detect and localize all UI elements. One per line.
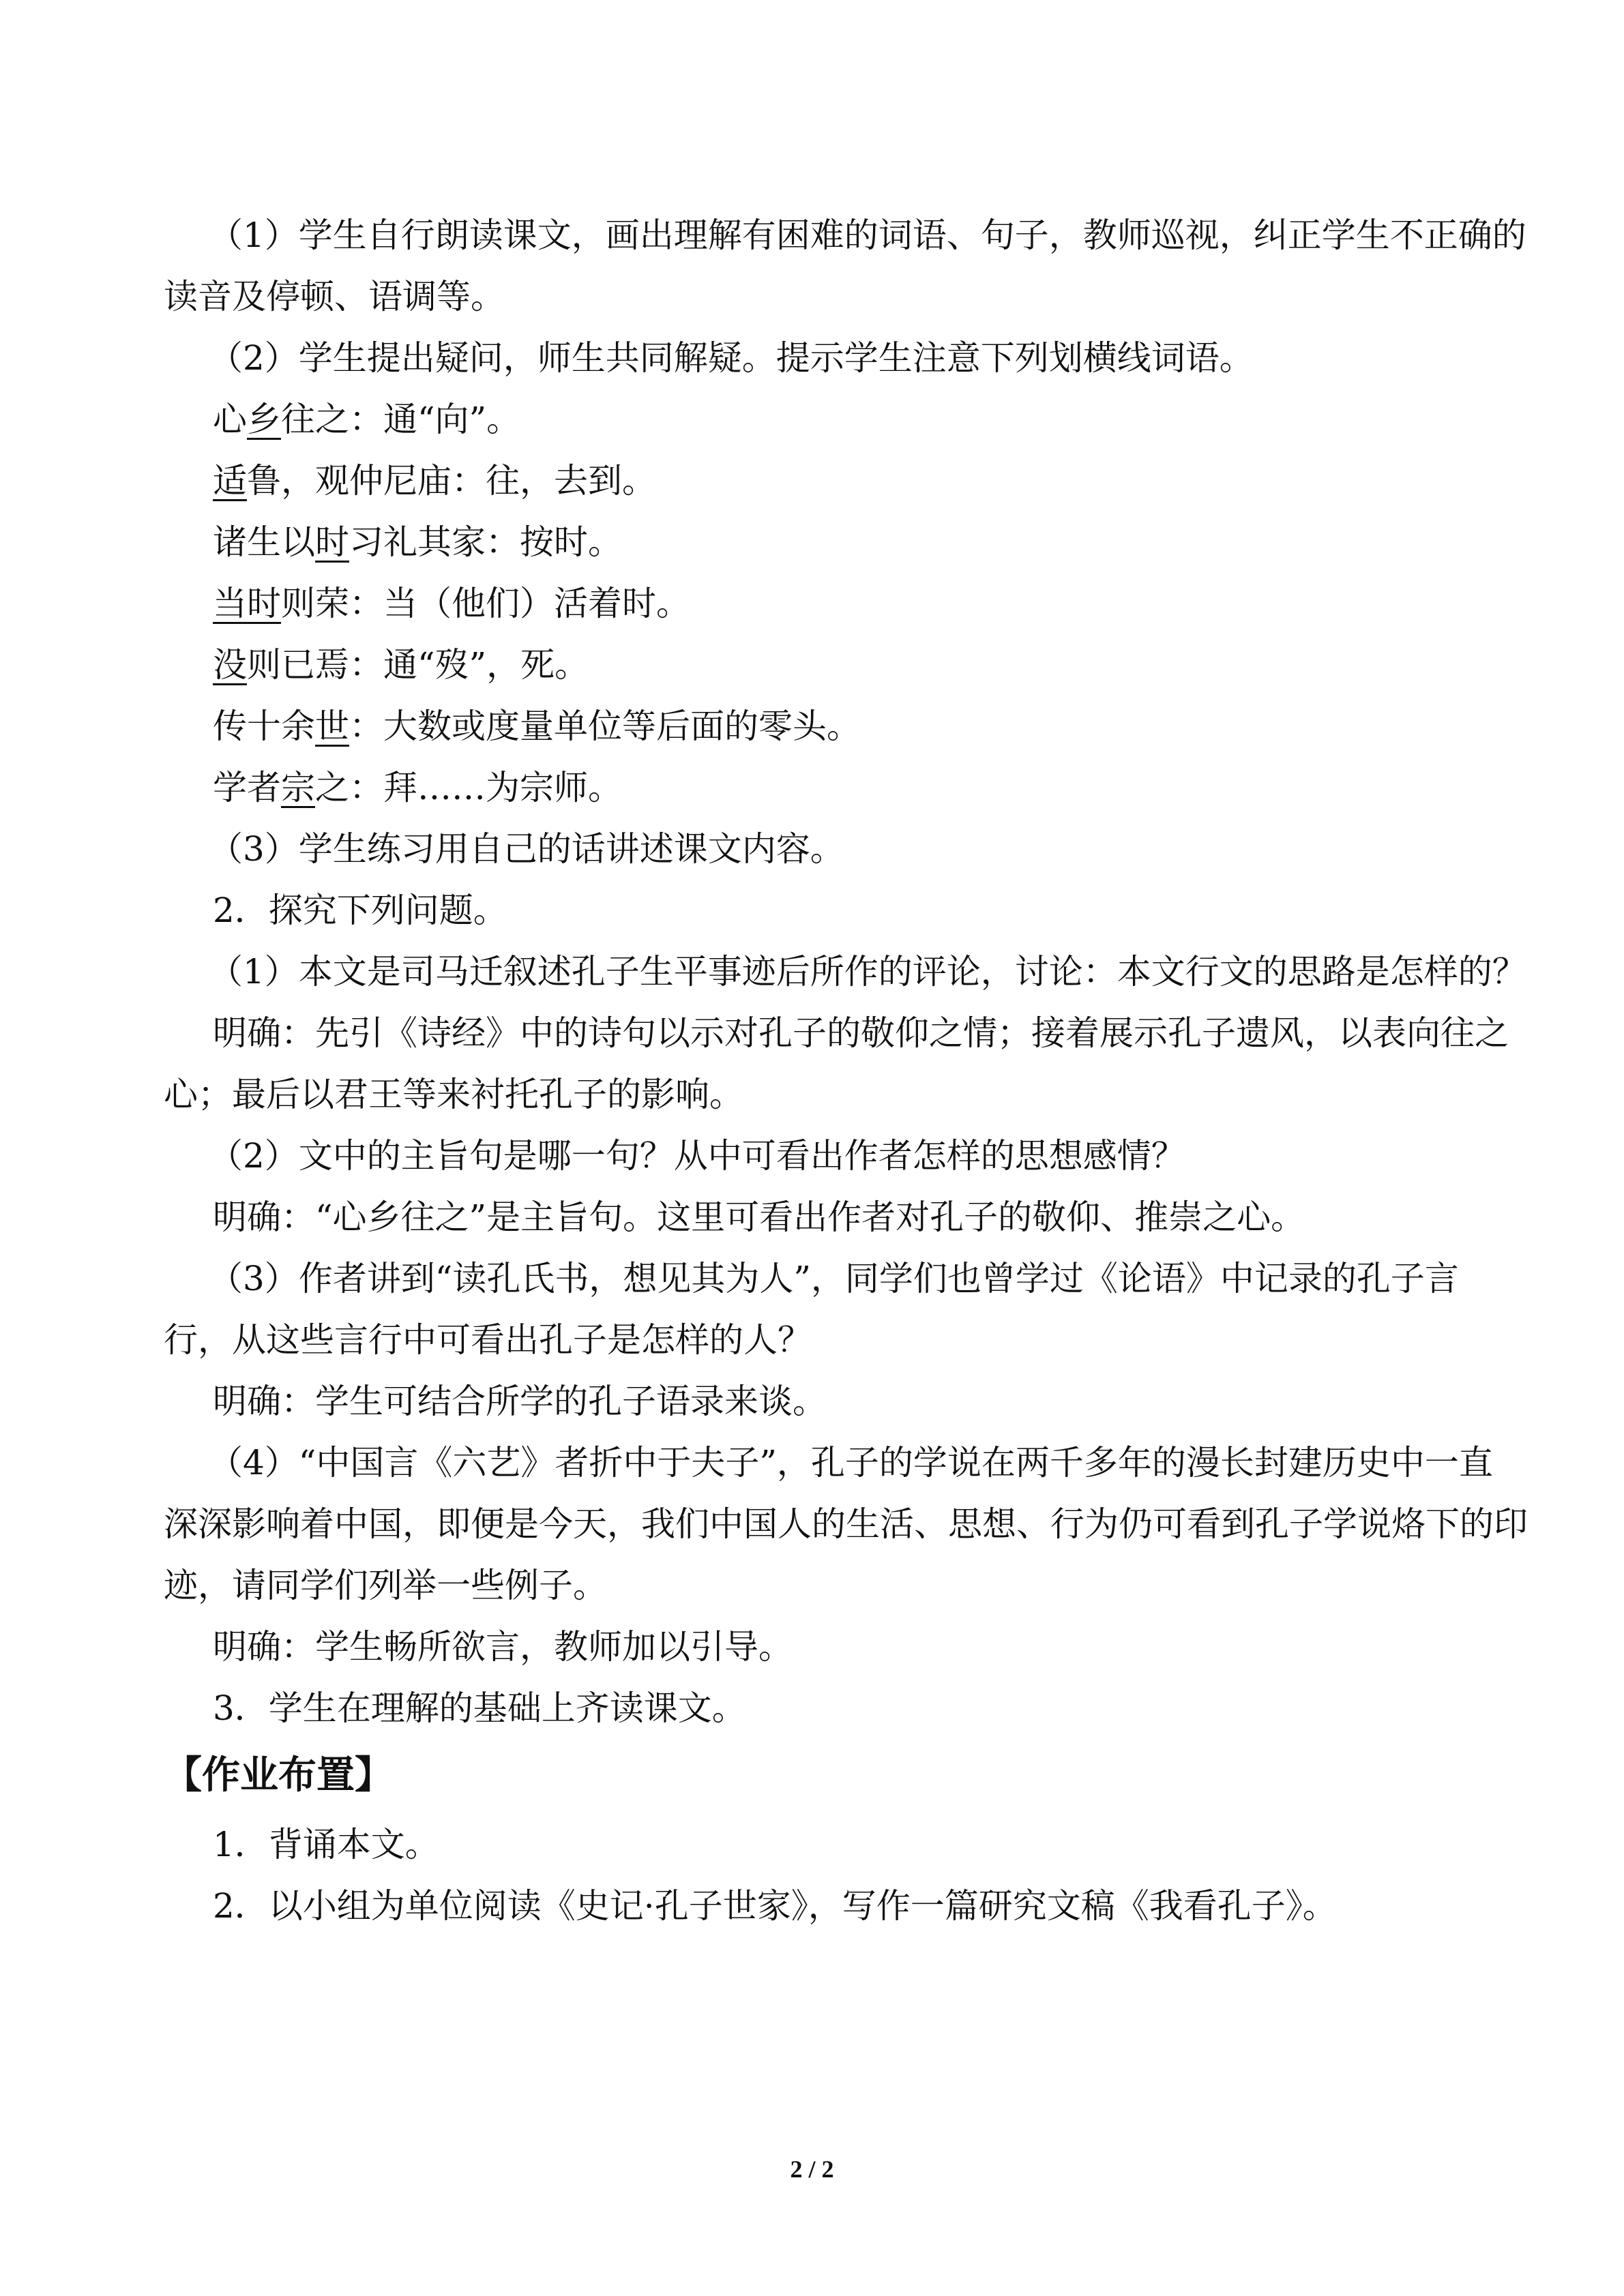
text: （2）文中的主旨句是哪一句？从中可看出作者怎样的思想感情？ [209,1136,1185,1176]
text: 1．背诵本文。 [213,1825,439,1864]
homework-heading: 【作业布置】 [164,1753,393,1798]
text: 深深影响着中国，即便是今天，我们中国人的生活、思想、行为仍可看到孔子学说烙下的印 [164,1504,1528,1544]
underlined-word: 当时 [213,584,281,623]
underlined-word: 宗 [281,768,315,807]
question-1 [209,941,1526,1002]
underlined-word: 时 [315,522,349,562]
text: （2）学生提出疑问，师生共同解疑。提示学生注意下列划横线词语。 [209,338,1254,378]
text: 则已焉：通“歿”，死。 [247,645,589,685]
word-note-5 [209,634,1457,696]
paragraph-step1-line2 [164,266,1457,327]
text: 心；最后以君王等来衬托孔子的影响。 [164,1075,743,1114]
paragraph-step1-line1 [209,205,1526,266]
answer-4 [209,1616,1457,1678]
question-3-line1 [209,1248,1457,1309]
text: 学者 [213,768,281,807]
text: ：大数或度量单位等后面的零头。 [349,706,861,746]
homework-item-2 [209,1875,1457,1937]
text: （1）学生自行朗读课文，画出理解有困难的词语、句子，教师巡视，纠正学生不正确的 [209,215,1526,255]
text: 迹，请同学们列举一些例子。 [164,1566,607,1605]
text: 行，从这些言行中可看出孔子是怎样的人？ [164,1320,812,1360]
page-number: 2 / 2 [790,2156,834,2183]
answer-2 [209,1187,1457,1248]
question-3-line2 [164,1309,1457,1371]
text: 明确：“心乡往之”是主旨句。这里可看出作者对孔子的敬仰、推崇之心。 [213,1197,1305,1237]
text: 传十余 [213,706,315,746]
text: 往之：通“向”。 [281,400,521,439]
text: 则荣：当（他们）活着时。 [281,584,690,623]
homework-item-1 [209,1814,1457,1875]
underlined-word: 适 [213,461,247,501]
text: 2．以小组为单位阅读《史记·孔子世家》，写作一篇研究文稿《我看孔子》。 [213,1886,1337,1926]
text: （4）“中国言《六艺》者折中于夫子”，孔子的学说在两千多年的漫长封建历史中一直 [209,1443,1493,1482]
underlined-word: 没 [213,645,247,685]
text: 读音及停顿、语调等。 [164,277,505,316]
word-note-3 [209,511,1457,573]
text: （3）学生练习用自己的话讲述课文内容。 [209,829,844,869]
text: 心 [213,400,247,439]
text: 3．学生在理解的基础上齐读课文。 [213,1688,746,1728]
text: 2．探究下列问题。 [213,891,507,930]
question-4-line2 [164,1493,1528,1555]
text: （3）作者讲到“读孔氏书，想见其为人”，同学们也曾学过《论语》中记录的孔子言 [209,1259,1459,1298]
answer-3 [209,1371,1457,1432]
task-2-heading [209,880,1457,941]
word-note-7 [209,757,1457,818]
answer-1-line2 [164,1064,1457,1125]
text: 之：拜……为宗师。 [315,768,622,807]
answer-1-line1 [209,1002,1509,1064]
text: 明确：先引《诗经》中的诗句以示对孔子的敬仰之情；接着展示孔子遗风，以表向往之 [213,1013,1509,1053]
paragraph-step2 [209,327,1457,389]
word-note-2 [209,450,1457,511]
question-4-line1 [209,1432,1493,1493]
paragraph-step3 [209,818,1457,880]
word-note-1 [209,389,1457,450]
underlined-word: 乡 [247,400,281,439]
page-content [164,205,1528,1937]
text: 习礼其家：按时。 [349,522,622,562]
text: 明确：学生可结合所学的孔子语录来谈。 [213,1382,827,1421]
text: 明确：学生畅所欲言，教师加以引导。 [213,1627,793,1667]
word-note-6 [209,696,1457,757]
word-note-4 [209,573,1457,634]
text: 诸生以 [213,522,315,562]
task-3 [209,1678,1457,1739]
question-2 [209,1125,1457,1187]
underlined-word: 世 [315,706,349,746]
text: （1）本文是司马迁叙述孔子生平事迹后所作的评论，讨论：本文行文的思路是怎样的？ [209,952,1526,992]
question-4-line3 [164,1555,1457,1616]
text: 鲁，观仲尼庙：往，去到。 [247,461,656,501]
